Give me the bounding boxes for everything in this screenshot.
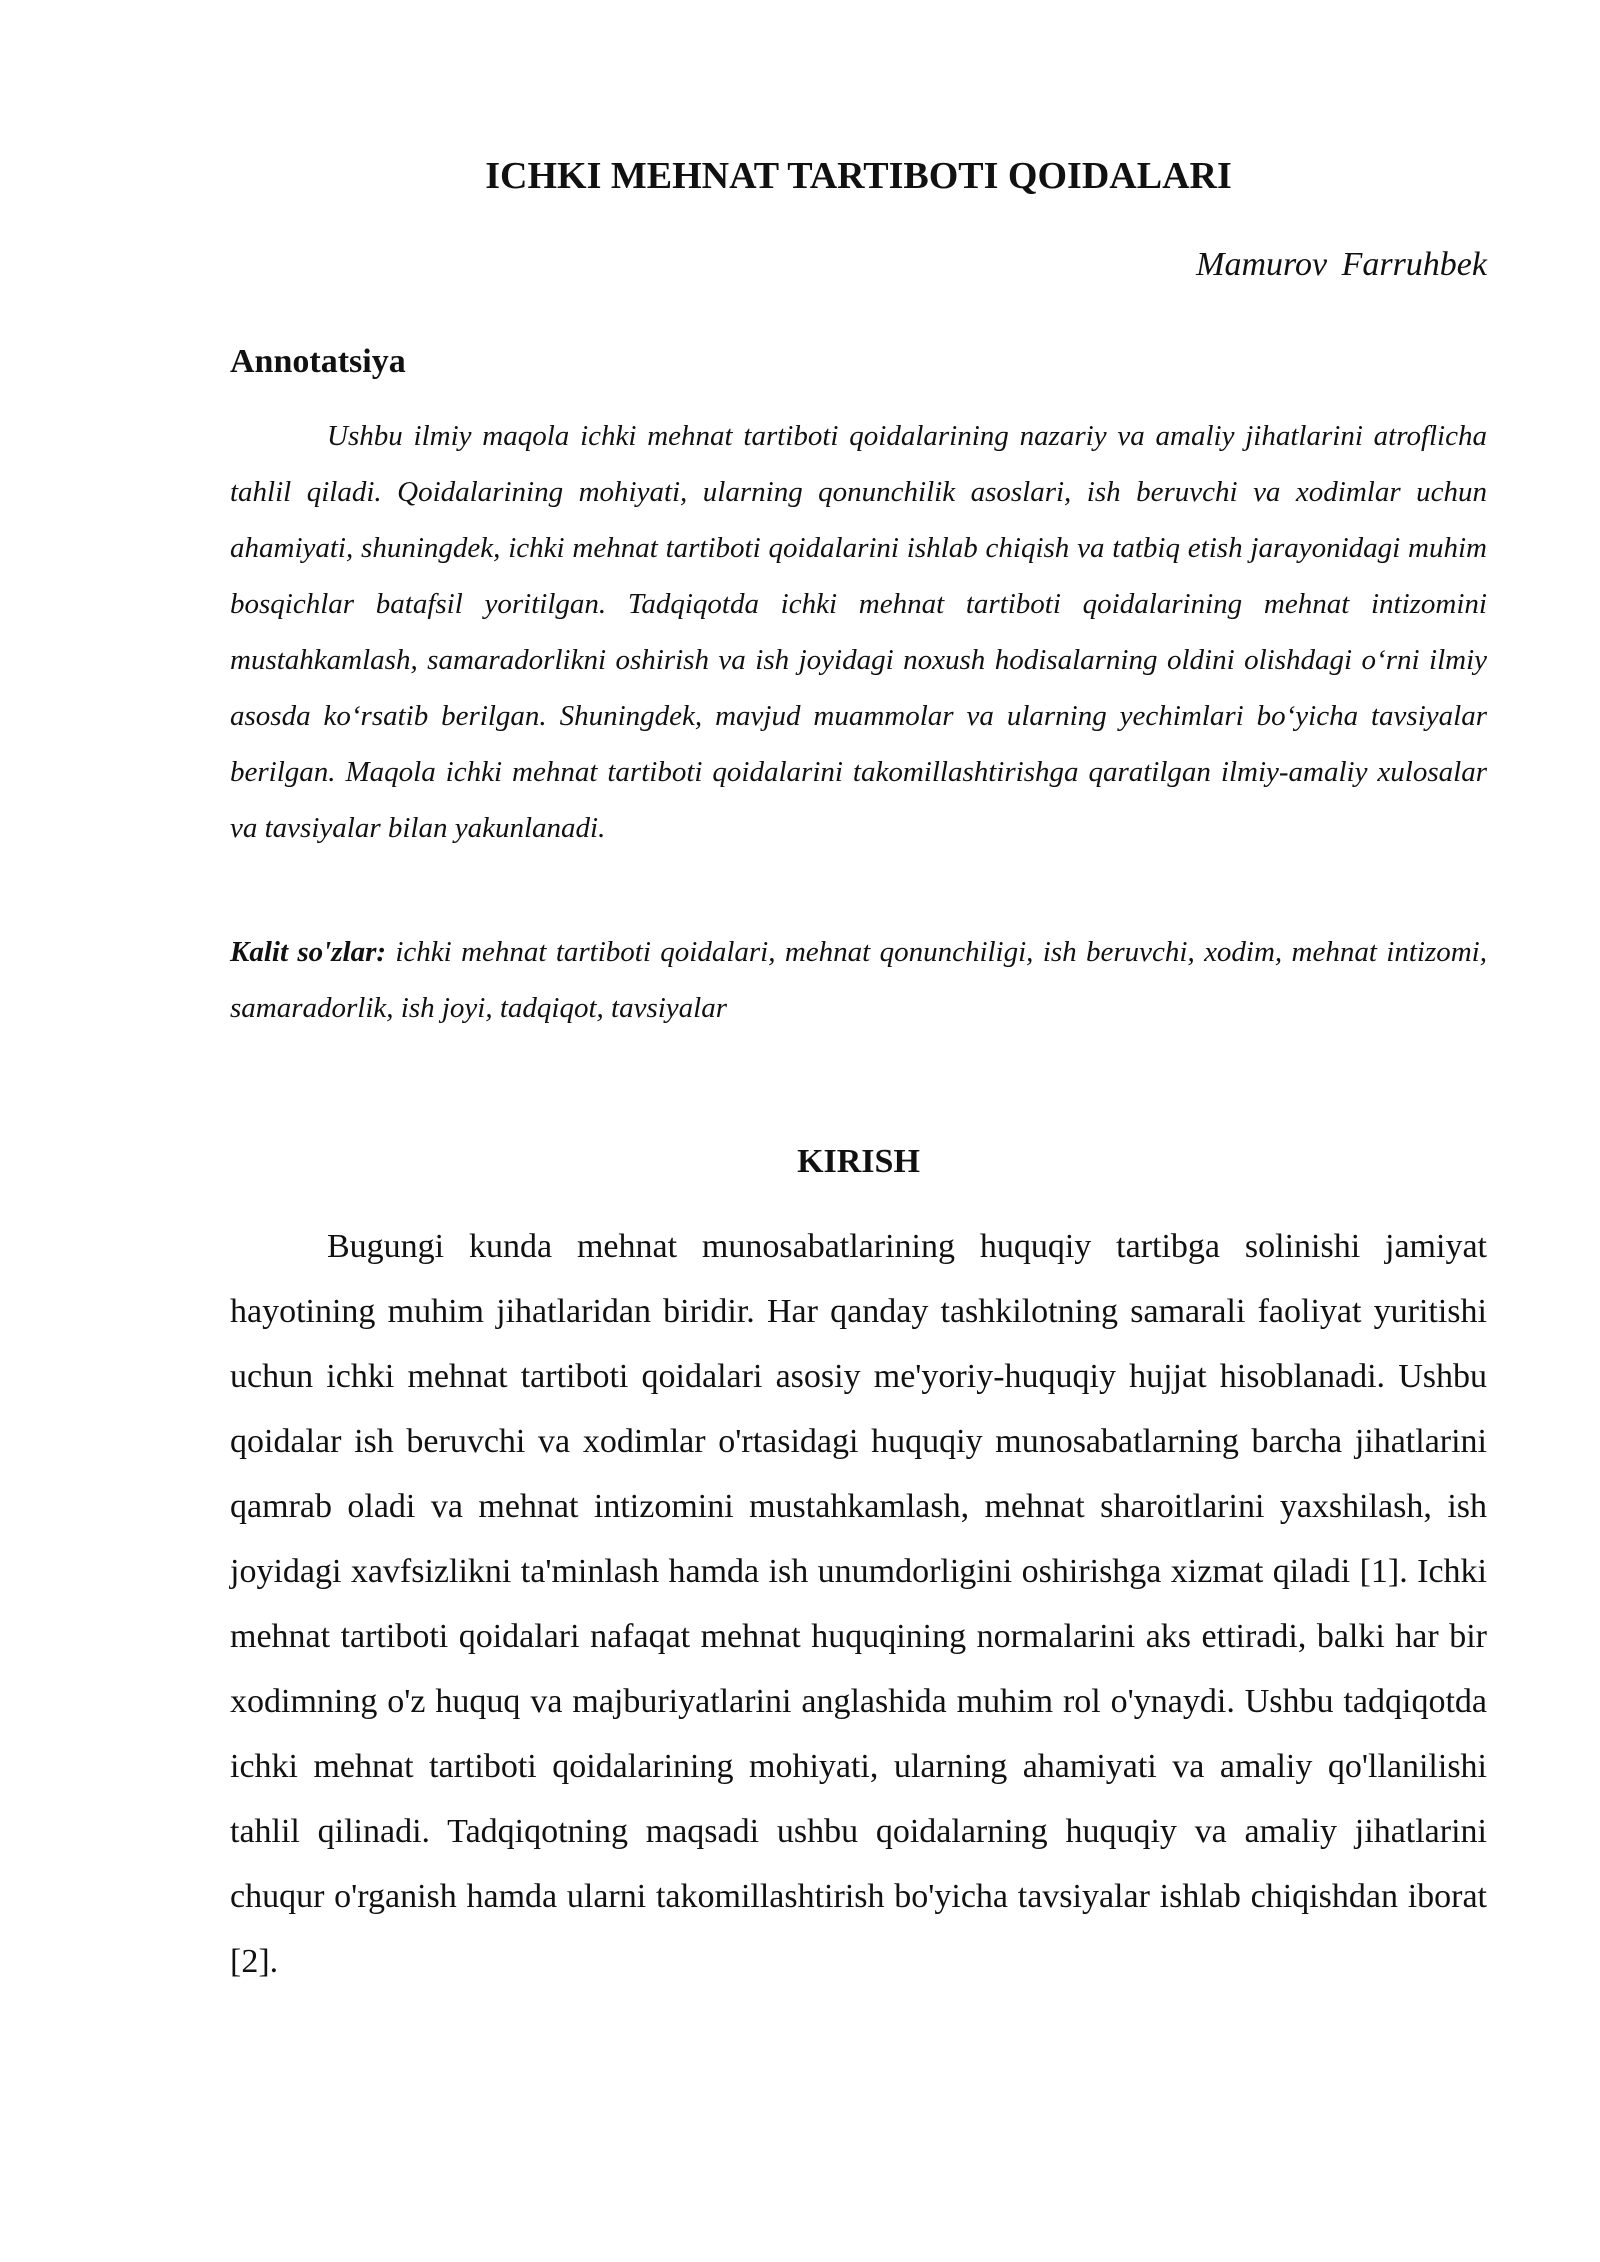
keywords-label: Kalit so'zlar: xyxy=(230,936,387,968)
abstract-heading: Annotatsiya xyxy=(230,343,406,380)
introduction-paragraph: Bugungi kunda mehnat munosabatlarining huquqiy tartibga solinishi jamiyat hayotining muhim jihatlaridan biridir. Har qanday tashkilotning samarali faoliyat yuritishi uchun ichki mehnat tartiboti qoidalari asosiy me'yoriy-huquqiy hujjat hisoblanadi. Ushbu qoidalar ish beruvchi va xodimlar o'rtasidagi huquqiy munosabatlarning barcha jihatlarini qamrab oladi va mehnat intizomini mustahkamlash, mehnat sharoitlarini yaxshilash, ish joyidagi xavfsizlikni ta'minlash hamda ish unumdorligini oshirishga xizmat qiladi [1]. Ichki mehnat tartiboti qoidalari nafaqat mehnat huquqining normalarini aks ettiradi, balki har bir xodimning o'z huquq va majburiyatlarini anglashida muhim rol o'ynaydi. Ushbu tadqiqotda ichki mehnat tartiboti qoidalarining mohiyati, ularning ahamiyati va amaliy qo'llanilishi tahlil qilinadi. Tadqiqotning maqsadi ushbu qoidalarning huquqiy va amaliy jihatlarini chuqur o'rganish hamda ularni takomillashtirish bo'yicha tavsiyalar ishlab chiqishdan iborat [2]. xyxy=(230,1228,1487,1980)
paper-title: ICHKI MEHNAT TARTIBOTI QOIDALARI xyxy=(485,155,1232,197)
abstract-paragraph: Ushbu ilmiy maqola ichki mehnat tartiboti qoidalarining nazariy va amaliy jihatlarini atroflicha tahlil qiladi. Qoidalarining mohiyati, ularning qonunchilik asoslari, ish beruvchi va xodimlar uchun ahamiyati, shuningdek, ichki mehnat tartiboti qoidalarini ishlab chiqish va tatbiq etish jarayonidagi muhim bosqichlar batafsil yoritilgan. Tadqiqotda ichki mehnat tartiboti qoidalarining mehnat intizomini mustahkamlash, samaradorlikni oshirish va ish joyidagi noxush hodisalarning oldini olishdagi o‘rni ilmiy asosda ko‘rsatib berilgan. Shuningdek, mavjud muammolar va ularning yechimlari bo‘yicha tavsiyalar berilgan. Maqola ichki mehnat tartiboti qoidalarini takomillashtirishga qaratilgan ilmiy-amaliy xulosalar va tavsiyalar bilan yakunlanadi. xyxy=(230,420,1487,844)
section-heading-introduction: KIRISH xyxy=(797,1143,920,1180)
keywords-paragraph xyxy=(230,924,1487,1036)
keywords-text: ichki mehnat tartiboti qoidalari, mehnat qonunchiligi, ish beruvchi, xodim, mehnat intizomi, samaradorlik, ish joyi, tadqiqot, tavsiyalar xyxy=(230,936,1487,1024)
author-name: Mamurov Farruhbek xyxy=(1196,246,1487,283)
